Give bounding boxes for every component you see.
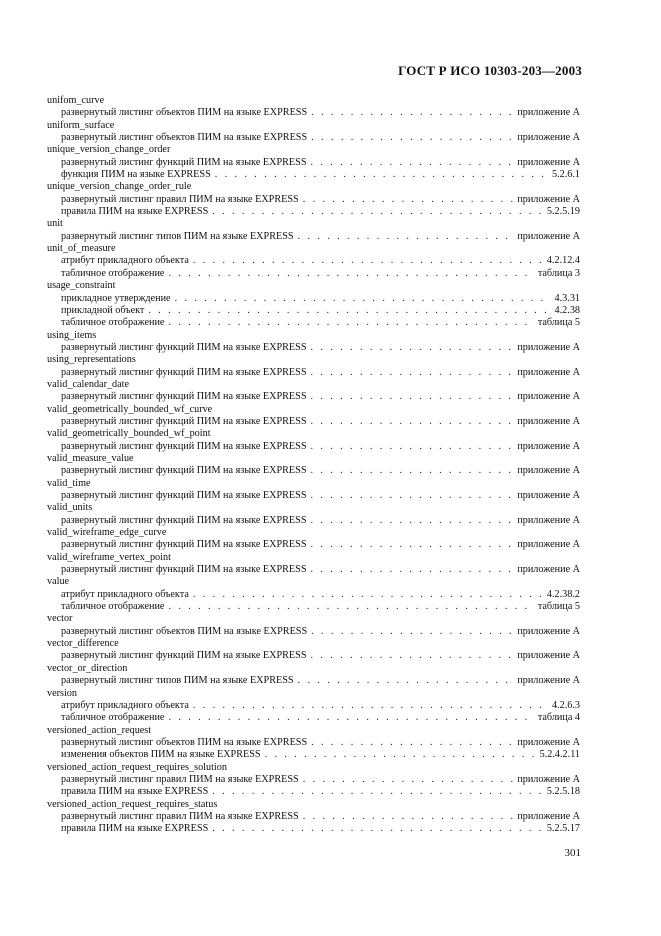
index-entry bbox=[47, 379, 580, 404]
index-subentry bbox=[47, 391, 580, 403]
index-term: valid_time bbox=[47, 477, 91, 489]
index-term: valid_units bbox=[47, 502, 93, 514]
index-subentry bbox=[47, 206, 580, 218]
index-subentry bbox=[47, 293, 580, 305]
index-term: version bbox=[47, 687, 77, 699]
subentry-label: развернутый листинг функций ПИМ на языке EXPRESS bbox=[61, 490, 307, 501]
index-entry bbox=[47, 527, 580, 552]
index-subentry bbox=[47, 107, 580, 119]
subentry-reference: приложение А bbox=[517, 675, 580, 687]
index-term: valid_wireframe_edge_curve bbox=[47, 527, 167, 539]
subentry-reference: приложение А bbox=[517, 341, 580, 353]
dot-leader bbox=[303, 194, 514, 206]
index-subentry bbox=[47, 490, 580, 502]
subentry-label: табличное отображение bbox=[61, 317, 165, 329]
subentry-reference: приложение А bbox=[517, 193, 580, 205]
index-subentry bbox=[47, 305, 580, 317]
subentry-label: атрибут прикладного объекта bbox=[61, 255, 189, 267]
index-entry bbox=[47, 120, 580, 145]
index-subentry bbox=[47, 132, 580, 144]
subentry-label: табличное отображение bbox=[61, 601, 165, 613]
index-subentry bbox=[47, 441, 580, 453]
dot-leader bbox=[310, 441, 513, 453]
index-entry bbox=[47, 762, 580, 799]
index-term: uniform_surface bbox=[47, 119, 115, 131]
subentry-reference: 4.2.38 bbox=[554, 304, 580, 316]
subentry-reference: 5.2.6.1 bbox=[551, 169, 580, 181]
index-subentry bbox=[47, 416, 580, 428]
index-entry bbox=[47, 638, 580, 663]
index-entry bbox=[47, 502, 580, 527]
subentry-label: развернутый листинг функций ПИМ на языке EXPRESS bbox=[61, 156, 307, 168]
dot-leader bbox=[310, 650, 513, 662]
dot-leader bbox=[311, 737, 513, 749]
index-subentry bbox=[47, 786, 580, 798]
index-term: unique_version_change_order bbox=[47, 144, 171, 156]
dot-leader bbox=[311, 132, 513, 144]
dot-leader bbox=[310, 157, 513, 169]
index-entry bbox=[47, 663, 580, 688]
index-subentry bbox=[47, 317, 580, 329]
index-entry bbox=[47, 725, 580, 762]
subentry-reference: приложение А bbox=[517, 625, 580, 637]
index-subentry bbox=[47, 675, 580, 687]
subentry-label: развернутый листинг функций ПИМ на языке EXPRESS bbox=[61, 514, 307, 526]
index-subentry bbox=[47, 539, 580, 551]
index-term: versioned_action_request_requires_solution bbox=[47, 761, 227, 773]
subentry-reference: приложение А bbox=[517, 514, 580, 526]
index-entry bbox=[47, 428, 580, 453]
index-subentry bbox=[47, 700, 580, 712]
dot-leader bbox=[148, 305, 550, 317]
index-subentry bbox=[47, 626, 580, 638]
dot-leader bbox=[303, 811, 514, 823]
dot-leader bbox=[265, 749, 536, 761]
subentry-reference: приложение А bbox=[517, 440, 580, 452]
index-entry bbox=[47, 354, 580, 379]
index-term: versioned_action_request_requires_status bbox=[47, 798, 218, 810]
index-subentry bbox=[47, 194, 580, 206]
dot-leader bbox=[168, 268, 533, 280]
index-subentry bbox=[47, 650, 580, 662]
index-entry bbox=[47, 404, 580, 429]
subentry-reference: приложение А bbox=[517, 415, 580, 427]
dot-leader bbox=[168, 601, 533, 613]
index-entry bbox=[47, 688, 580, 725]
index-term: using_representations bbox=[47, 354, 136, 366]
subentry-label: развернутый листинг функций ПИМ на языке EXPRESS bbox=[61, 539, 307, 551]
index-entry bbox=[47, 280, 580, 329]
index-entry bbox=[47, 218, 580, 243]
subentry-label: развернутый листинг объектов ПИМ на языке EXPRESS bbox=[61, 736, 308, 748]
subentry-reference: приложение А bbox=[517, 564, 580, 576]
subentry-label: развернутый листинг функций ПИМ на языке EXPRESS bbox=[61, 650, 307, 662]
subentry-reference: 5.2.4.2.11 bbox=[539, 749, 580, 761]
subentry-reference: приложение А bbox=[517, 230, 580, 242]
subentry-label: табличное отображение bbox=[61, 267, 165, 279]
subentry-reference: таблица 3 bbox=[537, 267, 580, 279]
subentry-reference: приложение А bbox=[517, 773, 580, 785]
subentry-reference: таблица 5 bbox=[537, 601, 580, 613]
index-entry bbox=[47, 799, 580, 836]
subentry-reference: 5.2.5.17 bbox=[546, 823, 580, 835]
index-entry bbox=[47, 181, 580, 218]
dot-leader bbox=[310, 342, 513, 354]
index-term: valid_measure_value bbox=[47, 452, 134, 464]
dot-leader bbox=[193, 255, 543, 267]
index-term: vector bbox=[47, 613, 73, 625]
index-term: vector_difference bbox=[47, 638, 119, 650]
index-subentry bbox=[47, 169, 580, 181]
subentry-reference: приложение А bbox=[517, 490, 580, 501]
subentry-label: правила ПИМ на языке EXPRESS bbox=[61, 786, 209, 798]
index-subentry bbox=[47, 823, 580, 835]
index-subentry bbox=[47, 255, 580, 267]
subentry-label: развернутый листинг функций ПИМ на языке EXPRESS bbox=[61, 366, 307, 378]
index-subentry bbox=[47, 268, 580, 280]
dot-leader bbox=[310, 490, 513, 502]
index-subentry bbox=[47, 601, 580, 613]
index-subentry bbox=[47, 712, 580, 724]
subentry-reference: приложение А bbox=[517, 366, 580, 378]
dot-leader bbox=[175, 293, 551, 305]
index-subentry bbox=[47, 342, 580, 354]
subentry-reference: 4.2.12.4 bbox=[546, 255, 580, 267]
subentry-label: функция ПИМ на языке EXPRESS bbox=[61, 169, 211, 181]
subentry-label: развернутый листинг правил ПИМ на языке EXPRESS bbox=[61, 193, 299, 205]
dot-leader bbox=[310, 539, 513, 551]
dot-leader bbox=[310, 465, 513, 477]
index-term: valid_geometrically_bounded_wf_point bbox=[47, 428, 211, 440]
dot-leader bbox=[215, 169, 548, 181]
subentry-label: табличное отображение bbox=[61, 712, 165, 724]
subentry-reference: приложение А bbox=[517, 810, 580, 822]
subentry-label: развернутый листинг правил ПИМ на языке EXPRESS bbox=[61, 773, 299, 785]
subentry-reference: приложение А bbox=[517, 156, 580, 168]
dot-leader bbox=[193, 589, 543, 601]
dot-leader bbox=[298, 231, 514, 243]
index-term: valid_geometrically_bounded_wf_curve bbox=[47, 403, 213, 415]
page-header-title: ГОСТ Р ИСО 10303-203—2003 bbox=[398, 63, 582, 78]
index-term: unique_version_change_order_rule bbox=[47, 181, 192, 193]
index-entry bbox=[47, 330, 580, 355]
page-number: 301 bbox=[564, 847, 581, 859]
index-term: value bbox=[47, 576, 70, 588]
subentry-reference: приложение А bbox=[517, 736, 580, 748]
index-subentry bbox=[47, 811, 580, 823]
index-subentry bbox=[47, 589, 580, 601]
subentry-reference: 5.2.5.19 bbox=[546, 206, 580, 218]
dot-leader bbox=[310, 391, 513, 403]
subject-index bbox=[47, 95, 580, 836]
index-subentry bbox=[47, 157, 580, 169]
subentry-reference: приложение А bbox=[517, 650, 580, 662]
index-term: usage_constraint bbox=[47, 280, 116, 292]
dot-leader bbox=[310, 515, 513, 527]
subentry-label: изменения объектов ПИМ на языке EXPRESS bbox=[61, 749, 261, 761]
index-entry bbox=[47, 243, 580, 280]
index-term: valid_calendar_date bbox=[47, 378, 130, 390]
subentry-reference: приложение А bbox=[517, 107, 580, 119]
dot-leader bbox=[311, 107, 513, 119]
subentry-label: развернутый листинг функций ПИМ на языке EXPRESS bbox=[61, 465, 307, 477]
index-term: versioned_action_request bbox=[47, 724, 152, 736]
dot-leader bbox=[303, 774, 514, 786]
dot-leader bbox=[310, 367, 513, 379]
subentry-reference: приложение А bbox=[517, 391, 580, 403]
subentry-label: развернутый листинг функций ПИМ на языке EXPRESS bbox=[61, 391, 307, 403]
index-subentry bbox=[47, 564, 580, 576]
index-entry bbox=[47, 478, 580, 503]
subentry-label: атрибут прикладного объекта bbox=[61, 699, 189, 711]
dot-leader bbox=[212, 206, 543, 218]
index-subentry bbox=[47, 231, 580, 243]
subentry-reference: приложение А bbox=[517, 465, 580, 477]
subentry-reference: 4.2.6.3 bbox=[551, 699, 580, 711]
dot-leader bbox=[311, 626, 513, 638]
index-entry bbox=[47, 95, 580, 120]
dot-leader bbox=[310, 416, 513, 428]
subentry-label: развернутый листинг типов ПИМ на языке EXPRESS bbox=[61, 675, 294, 687]
index-term: vector_or_direction bbox=[47, 662, 128, 674]
dot-leader bbox=[310, 564, 513, 576]
index-entry bbox=[47, 613, 580, 638]
subentry-label: правила ПИМ на языке EXPRESS bbox=[61, 206, 209, 218]
index-term: valid_wireframe_vertex_point bbox=[47, 551, 171, 563]
subentry-label: развернутый листинг типов ПИМ на языке EXPRESS bbox=[61, 230, 294, 242]
index-term: unit_of_measure bbox=[47, 243, 116, 255]
subentry-label: атрибут прикладного объекта bbox=[61, 588, 189, 600]
index-term: using_items bbox=[47, 329, 97, 341]
dot-leader bbox=[298, 675, 514, 687]
index-subentry bbox=[47, 749, 580, 761]
index-entry bbox=[47, 552, 580, 577]
subentry-label: развернутый листинг функций ПИМ на языке EXPRESS bbox=[61, 440, 307, 452]
subentry-label: развернутый листинг объектов ПИМ на языке EXPRESS bbox=[61, 107, 308, 119]
index-subentry bbox=[47, 737, 580, 749]
subentry-label: развернутый листинг объектов ПИМ на языке EXPRESS bbox=[61, 625, 308, 637]
subentry-label: развернутый листинг правил ПИМ на языке EXPRESS bbox=[61, 810, 299, 822]
index-subentry bbox=[47, 465, 580, 477]
dot-leader bbox=[212, 823, 543, 835]
subentry-reference: приложение А bbox=[517, 132, 580, 144]
subentry-label: прикладное утверждение bbox=[61, 292, 171, 304]
subentry-reference: приложение А bbox=[517, 539, 580, 551]
index-entry bbox=[47, 576, 580, 613]
subentry-reference: таблица 4 bbox=[537, 712, 580, 724]
subentry-label: развернутый листинг функций ПИМ на языке EXPRESS bbox=[61, 415, 307, 427]
subentry-label: развернутый листинг функций ПИМ на языке EXPRESS bbox=[61, 564, 307, 576]
subentry-reference: таблица 5 bbox=[537, 317, 580, 329]
subentry-reference: 4.2.38.2 bbox=[546, 588, 580, 600]
dot-leader bbox=[212, 786, 543, 798]
subentry-label: развернутый листинг объектов ПИМ на языке EXPRESS bbox=[61, 132, 308, 144]
index-subentry bbox=[47, 774, 580, 786]
index-subentry bbox=[47, 367, 580, 379]
subentry-reference: 5.2.5.18 bbox=[546, 786, 580, 798]
index-term: unit bbox=[47, 218, 63, 230]
subentry-label: правила ПИМ на языке EXPRESS bbox=[61, 823, 209, 835]
dot-leader bbox=[168, 317, 533, 329]
index-entry bbox=[47, 453, 580, 478]
subentry-label: прикладной объект bbox=[61, 304, 145, 316]
index-subentry bbox=[47, 515, 580, 527]
index-term: unifom_curve bbox=[47, 95, 105, 106]
subentry-label: развернутый листинг функций ПИМ на языке EXPRESS bbox=[61, 341, 307, 353]
dot-leader bbox=[168, 712, 533, 724]
dot-leader bbox=[193, 700, 548, 712]
subentry-reference: 4.3.31 bbox=[554, 292, 580, 304]
index-entry bbox=[47, 144, 580, 181]
